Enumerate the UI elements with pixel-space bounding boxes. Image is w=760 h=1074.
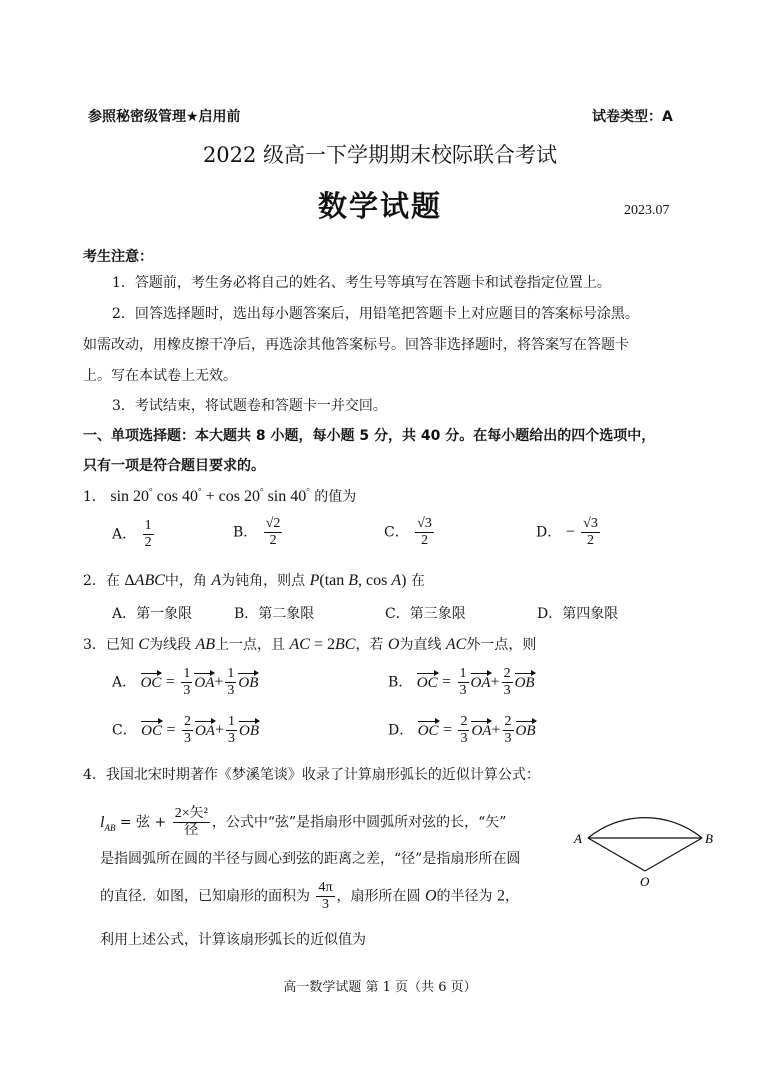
notice-item-1: 1．答题前，考生务必将自己的姓名、考生号等填写在答题卡和试卷指定位置上。	[112, 275, 611, 291]
q3-option-a[interactable]: A． OC = $\frac{1}{3}$ OA+ $\frac{1}{3}$ OB	[112, 666, 259, 698]
q4-line-3: 是指圆弧所在圆的半径与圆心到弦的距离之差，“径”是指扇形所在圆	[100, 851, 521, 867]
question-4: 4．我国北宋时期著作《梦溪笔谈》收录了计算扇形弧长的近似计算公式：	[83, 767, 540, 783]
option-label: A．	[112, 674, 137, 691]
fraction: $\frac{√3}{2}$	[417, 516, 432, 548]
area-fraction: $\frac{4\pi}{3}$	[318, 880, 333, 912]
option-label: D．	[388, 722, 414, 739]
section-heading-cont: 只有一项是符合题目要求的。	[83, 458, 265, 474]
radius-ob	[645, 838, 702, 871]
notice-item-2-end: 上。写在本试卷上无效。	[83, 368, 237, 384]
question-number: 2．	[83, 573, 106, 589]
angle-a: A	[211, 572, 222, 589]
q1-option-d[interactable]	[536, 516, 602, 549]
q1-option-c[interactable]	[384, 516, 436, 549]
notice-heading: 考生注意：	[83, 249, 153, 265]
option-label: D．	[536, 524, 562, 541]
label-b: B	[705, 831, 713, 846]
q4-formula-line: $l_{AB}$ = 弦 + $\frac{\text{2×矢²}}{\text{径}}$ ，公式中“弦”是指扇形中圆弧所对弦的长，“矢”	[100, 806, 507, 838]
question-number: 1．	[83, 489, 106, 505]
q3-option-d[interactable]: D． OC = $\frac{2}{3}$ OA+ $\frac{2}{3}$ OB	[388, 714, 536, 746]
notice-item-3: 3．考试结束，将试题卷和答题卡一并交回。	[112, 398, 387, 414]
paper-type-label: 试卷类型：A	[592, 109, 673, 125]
formula-fraction: $\frac{\text{2×矢²}}{\text{径}}$	[174, 806, 208, 838]
q2-option-d[interactable]: D．第四象限	[537, 606, 619, 622]
q2-option-b[interactable]: B．第二象限	[234, 606, 315, 622]
q3-option-b[interactable]: B． OC = $\frac{1}{3}$ OA+ $\frac{2}{3}$ OB	[388, 666, 535, 698]
option-label: B．	[388, 674, 413, 691]
notice-item-2: 2．回答选择题时，选出每小题答案后，用铅笔把答题卡上对应题目的答案标号涂黑。	[112, 306, 639, 322]
exam-title: 2022 级高一下学期期末校际联合考试	[202, 143, 558, 167]
option-label: A．	[112, 526, 137, 543]
minus-sign: −	[565, 523, 575, 541]
q4-line-4: 的直径．如图，已知扇形的面积为 $\frac{4\pi}{3}$ ，扇形所在圆 O的半径为 2，	[100, 880, 519, 912]
section-heading: 一、单项选择题：本大题共 8 小题，每小题 5 分，共 40 分。在每小题给出的四个选项中，	[83, 428, 656, 444]
option-label: C．	[384, 524, 409, 541]
page-footer: 高一数学试题 第 1 页（共 6 页）	[283, 980, 477, 995]
q4-line-5: 利用上述公式，计算该扇形弧长的近似值为	[100, 932, 366, 948]
arc-length-symbol: $l_{AB}$	[100, 813, 116, 833]
radius-oa	[588, 838, 645, 871]
option-label: C．	[112, 722, 137, 739]
point-p: P(tan B, cos A)	[309, 572, 407, 589]
option-label: B．	[233, 524, 258, 541]
notice-item-2-cont: 如需改动，用橡皮擦干净后，再选涂其他答案标号。回答非选择题时，将答案写在答题卡	[83, 337, 629, 353]
fraction: $\frac{1}{2}$	[144, 518, 152, 550]
q2-option-a[interactable]: A．第一象限	[112, 606, 193, 622]
subject-title: 数学试题	[317, 189, 442, 223]
q1-tail: 的值为	[314, 489, 357, 505]
fraction: $\frac{√2}{2}$	[265, 516, 281, 548]
confidentiality-label: 参照秘密级管理★启用前	[88, 109, 241, 125]
label-a: A	[574, 831, 582, 846]
question-1	[83, 486, 356, 506]
q1-option-b[interactable]	[233, 516, 284, 549]
question-number: 3．	[83, 637, 106, 653]
arc	[588, 818, 702, 838]
question-2: 2．在 ΔABC中，角 A为钝角，则点 P(tan B, cos A) 在	[83, 572, 425, 589]
triangle-abc: ΔABC	[124, 572, 165, 589]
q1-option-a[interactable]	[112, 518, 156, 551]
q3-option-c[interactable]: C． OC = $\frac{2}{3}$ OA+ $\frac{1}{3}$ OB	[112, 714, 259, 746]
q1-expression: sin 20° cos 40° + cos 20° sin 40°	[110, 486, 310, 505]
fraction: $\frac{√3}{2}$	[583, 516, 598, 548]
label-o: O	[640, 874, 650, 889]
q2-option-c[interactable]: C．第三象限	[385, 606, 466, 622]
exam-date: 2023.07	[624, 203, 670, 218]
question-3: 3．已知 C为线段 AB上一点，且 AC = 2BC，若 O为直线 AC外一点，则	[83, 636, 537, 653]
sector-figure	[570, 798, 720, 894]
